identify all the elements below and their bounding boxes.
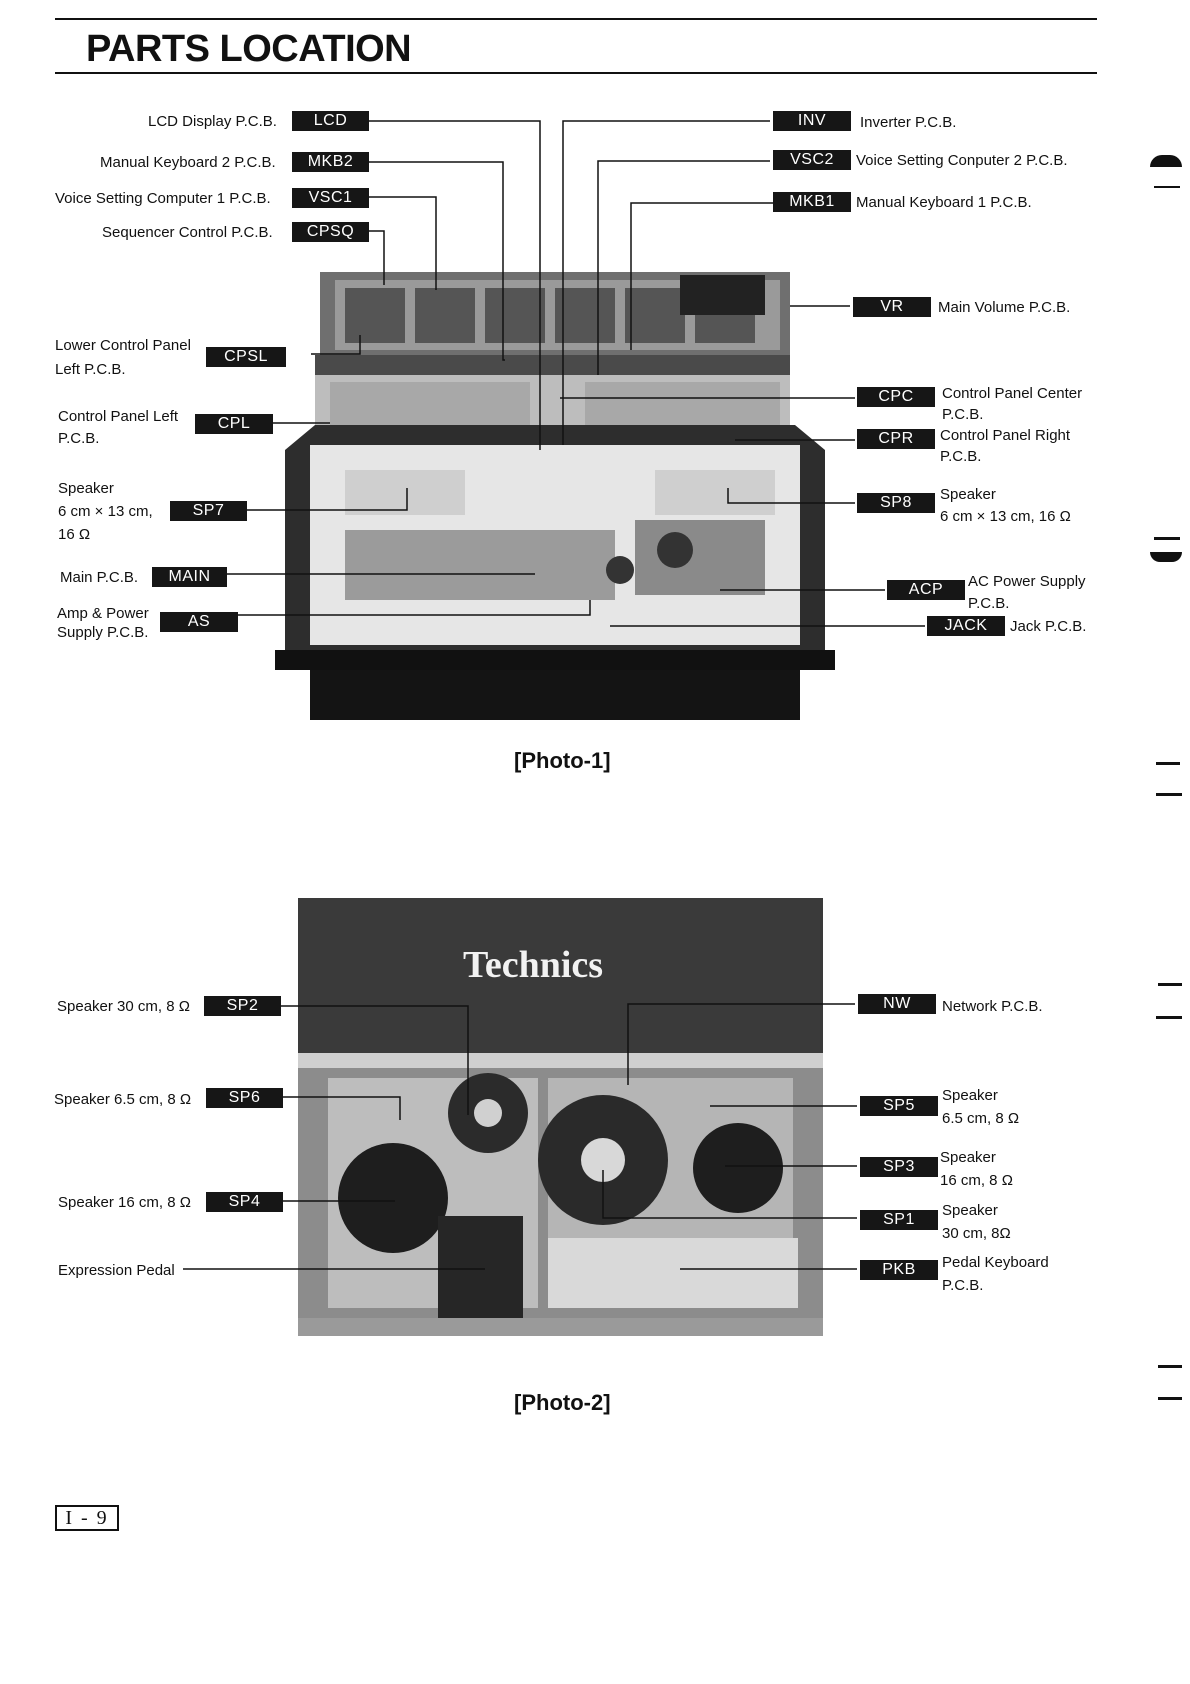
label-sp5-1: Speaker <box>942 1087 998 1104</box>
tag-mkb2: MKB2 <box>292 152 369 172</box>
tag-acp: ACP <box>887 580 965 600</box>
binder-mark <box>1156 762 1180 765</box>
label-cpc-1: Control Panel Center <box>942 385 1083 402</box>
tag-cpsl: CPSL <box>206 347 286 367</box>
label-main: Main P.C.B. <box>60 569 139 586</box>
label-sp7-3: 16 Ω <box>58 526 91 543</box>
label-sp7-1: Speaker <box>58 480 114 497</box>
label-inv: Inverter P.C.B. <box>860 114 957 131</box>
tag-cpl: CPL <box>195 414 273 434</box>
binder-mark <box>1156 793 1182 796</box>
label-cpsq: Sequencer Control P.C.B. <box>102 224 273 241</box>
binder-mark <box>1150 552 1182 562</box>
page-number: I - 9 <box>55 1505 119 1531</box>
label-as-2: Supply P.C.B. <box>57 624 149 641</box>
label-sp5-2: 6.5 cm, 8 Ω <box>942 1110 1020 1127</box>
tag-cpc: CPC <box>857 387 935 407</box>
binder-mark <box>1156 1016 1182 1019</box>
tag-vsc1: VSC1 <box>292 188 369 208</box>
label-cpl-2: P.C.B. <box>58 430 100 447</box>
binder-mark <box>1158 983 1182 986</box>
binder-mark <box>1150 155 1182 167</box>
label-sp1-1: Speaker <box>942 1202 998 1219</box>
label-sp6: Speaker 6.5 cm, 8 Ω <box>54 1091 192 1108</box>
tag-mkb1: MKB1 <box>773 192 851 212</box>
label-cpsl-2: Left P.C.B. <box>55 361 126 378</box>
label-sp8-2: 6 cm × 13 cm, 16 Ω <box>940 508 1071 525</box>
tag-sp6: SP6 <box>206 1088 283 1108</box>
tag-sp3: SP3 <box>860 1157 938 1177</box>
tag-nw: NW <box>858 994 936 1014</box>
label-sp3-1: Speaker <box>940 1149 996 1166</box>
label-cpl-1: Control Panel Left <box>58 408 179 425</box>
label-cpc-2: P.C.B. <box>942 406 984 423</box>
tag-inv: INV <box>773 111 851 131</box>
label-nw: Network P.C.B. <box>942 998 1043 1015</box>
label-cpr-2: P.C.B. <box>940 448 982 465</box>
label-as-1: Amp & Power <box>57 605 149 622</box>
label-pkb-2: P.C.B. <box>942 1277 984 1294</box>
tag-cpr: CPR <box>857 429 935 449</box>
tag-pkb: PKB <box>860 1260 938 1280</box>
tag-sp2: SP2 <box>204 996 281 1016</box>
photo-1-caption: [Photo-1] <box>514 748 611 773</box>
label-expression-pedal: Expression Pedal <box>58 1262 175 1279</box>
tag-sp1: SP1 <box>860 1210 938 1230</box>
tag-jack: JACK <box>927 616 1005 636</box>
label-sp1-2: 30 cm, 8Ω <box>942 1225 1011 1242</box>
tag-sp4: SP4 <box>206 1192 283 1212</box>
label-vr: Main Volume P.C.B. <box>938 299 1071 316</box>
tag-sp8: SP8 <box>857 493 935 513</box>
label-jack: Jack P.C.B. <box>1010 618 1087 635</box>
label-sp2: Speaker 30 cm, 8 Ω <box>57 998 190 1015</box>
tag-vsc2: VSC2 <box>773 150 851 170</box>
label-acp-2: P.C.B. <box>968 595 1010 612</box>
label-cpsl-1: Lower Control Panel <box>55 337 191 354</box>
tag-main: MAIN <box>152 567 227 587</box>
page-title: PARTS LOCATION <box>86 28 412 70</box>
technics-logo: Technics <box>463 944 604 986</box>
label-lcd: LCD Display P.C.B. <box>148 113 277 130</box>
label-vsc1: Voice Setting Computer 1 P.C.B. <box>55 190 271 207</box>
label-sp4: Speaker 16 cm, 8 Ω <box>58 1194 191 1211</box>
label-mkb2: Manual Keyboard 2 P.C.B. <box>100 154 276 171</box>
binder-mark <box>1158 1365 1182 1368</box>
label-cpr-1: Control Panel Right <box>940 427 1071 444</box>
label-mkb1: Manual Keyboard 1 P.C.B. <box>856 194 1032 211</box>
tag-lcd: LCD <box>292 111 369 131</box>
tag-as: AS <box>160 612 238 632</box>
label-sp3-2: 16 cm, 8 Ω <box>940 1172 1013 1189</box>
binder-mark <box>1154 186 1180 188</box>
tag-cpsq: CPSQ <box>292 222 369 242</box>
label-sp7-2: 6 cm × 13 cm, <box>58 503 153 520</box>
binder-mark <box>1158 1397 1182 1400</box>
tag-vr: VR <box>853 297 931 317</box>
tag-sp5: SP5 <box>860 1096 938 1116</box>
label-pkb-1: Pedal Keyboard <box>942 1254 1049 1271</box>
binder-mark <box>1154 537 1180 540</box>
label-acp-1: AC Power Supply <box>968 573 1086 590</box>
photo-2-caption: [Photo-2] <box>514 1390 611 1415</box>
label-vsc2: Voice Setting Conputer 2 P.C.B. <box>856 152 1068 169</box>
label-sp8-1: Speaker <box>940 486 996 503</box>
tag-sp7: SP7 <box>170 501 247 521</box>
